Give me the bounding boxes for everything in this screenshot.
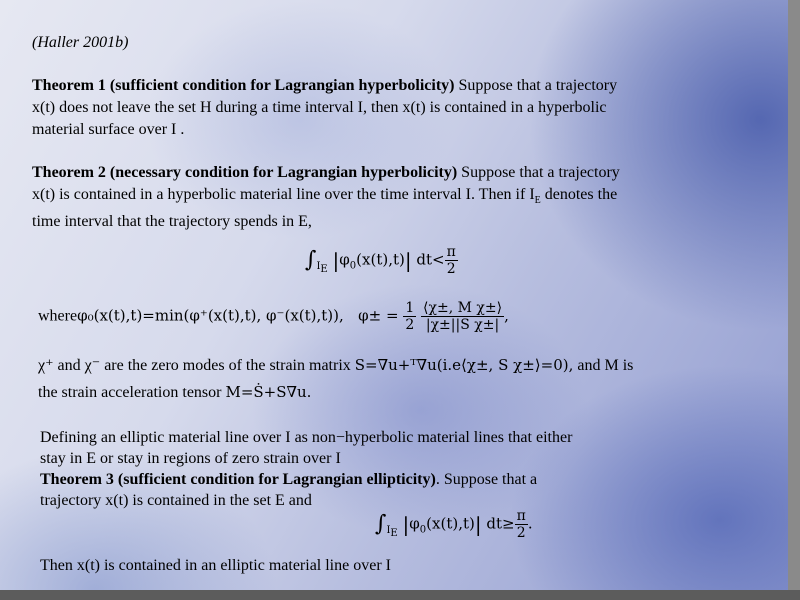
theorem2-line3: time interval that the trajectory spends in E,: [32, 213, 312, 230]
formula-integral-elliptic: $\int_{I_E}$ $|\varphi_0(x(t),t)|$ dt≥ $\frac{\pi}{2}$ .: [375, 508, 533, 541]
elliptic-def-line2: stay in E or stay in regions of zero strain over I: [40, 450, 341, 467]
theorem1-line3: material surface over I .: [32, 121, 185, 138]
theorem3-line2: trajectory x(t) is contained in the set E and: [40, 492, 312, 509]
acceleration-tensor-def: M=Ṡ+S∇u.: [225, 383, 312, 401]
right-shadow-edge: [788, 0, 800, 600]
theorem3-title: Theorem 3 (sufficient condition for Lagrangian ellipticity): [40, 471, 436, 488]
bottom-shadow-edge: [0, 590, 800, 600]
strain-matrix-def: S=∇u+ᵀ∇u(i.e⟨χ±, S χ±⟩=0),: [354, 356, 574, 374]
acceleration-line: the strain acceleration tensor M=Ṡ+S∇u.: [38, 383, 312, 401]
theorem2-line1: Theorem 2 (necessary condition for Lagrangian hyperbolicity) Suppose that a trajectory: [32, 164, 620, 181]
theorem1-title: Theorem 1 (sufficient condition for Lagrangian hyperbolicity): [32, 77, 455, 94]
theorem1-line2: x(t) does not leave the set H during a time interval I, then x(t) is contained in a hyperbolic: [32, 99, 607, 116]
formula-integral-bound: $\int_{I_E}$ $|\varphi_0(x(t),t)|$ dt< $\frac{\pi}{2}$: [305, 244, 456, 277]
citation: (Haller 2001b): [32, 34, 129, 51]
conclusion: Then x(t) is contained in an elliptic material line over I: [40, 557, 391, 574]
theorem3-line1: Theorem 3 (sufficient condition for Lagrangian ellipticity). Suppose that a: [40, 471, 538, 488]
phi-definition: whereφ₀(x(t),t)=min(φ⁺(x(t),t), φ⁻(x(t),t)), φ± = $\frac{1}{2}$ $\frac{\text{⟨χ±, M χ±⟩}}{\text{|χ±||S χ±|}}$ ,: [38, 300, 509, 333]
zero-modes-line: χ⁺ and χ⁻ are the zero modes of the strain matrix S=∇u+ᵀ∇u(i.e⟨χ±, S χ±⟩=0), and M is: [38, 356, 634, 374]
theorem2-line2: x(t) is contained in a hyperbolic material line over the time interval I. Then if $I_E$ denotes the: [32, 186, 618, 207]
theorem1-line1: Theorem 1 (sufficient condition for Lagrangian hyperbolicity) Suppose that a trajectory: [32, 77, 618, 94]
elliptic-def-line1: Defining an elliptic material line over I as non−hyperbolic material lines that either: [40, 429, 573, 446]
theorem2-title: Theorem 2 (necessary condition for Lagrangian hyperbolicity): [32, 164, 458, 181]
